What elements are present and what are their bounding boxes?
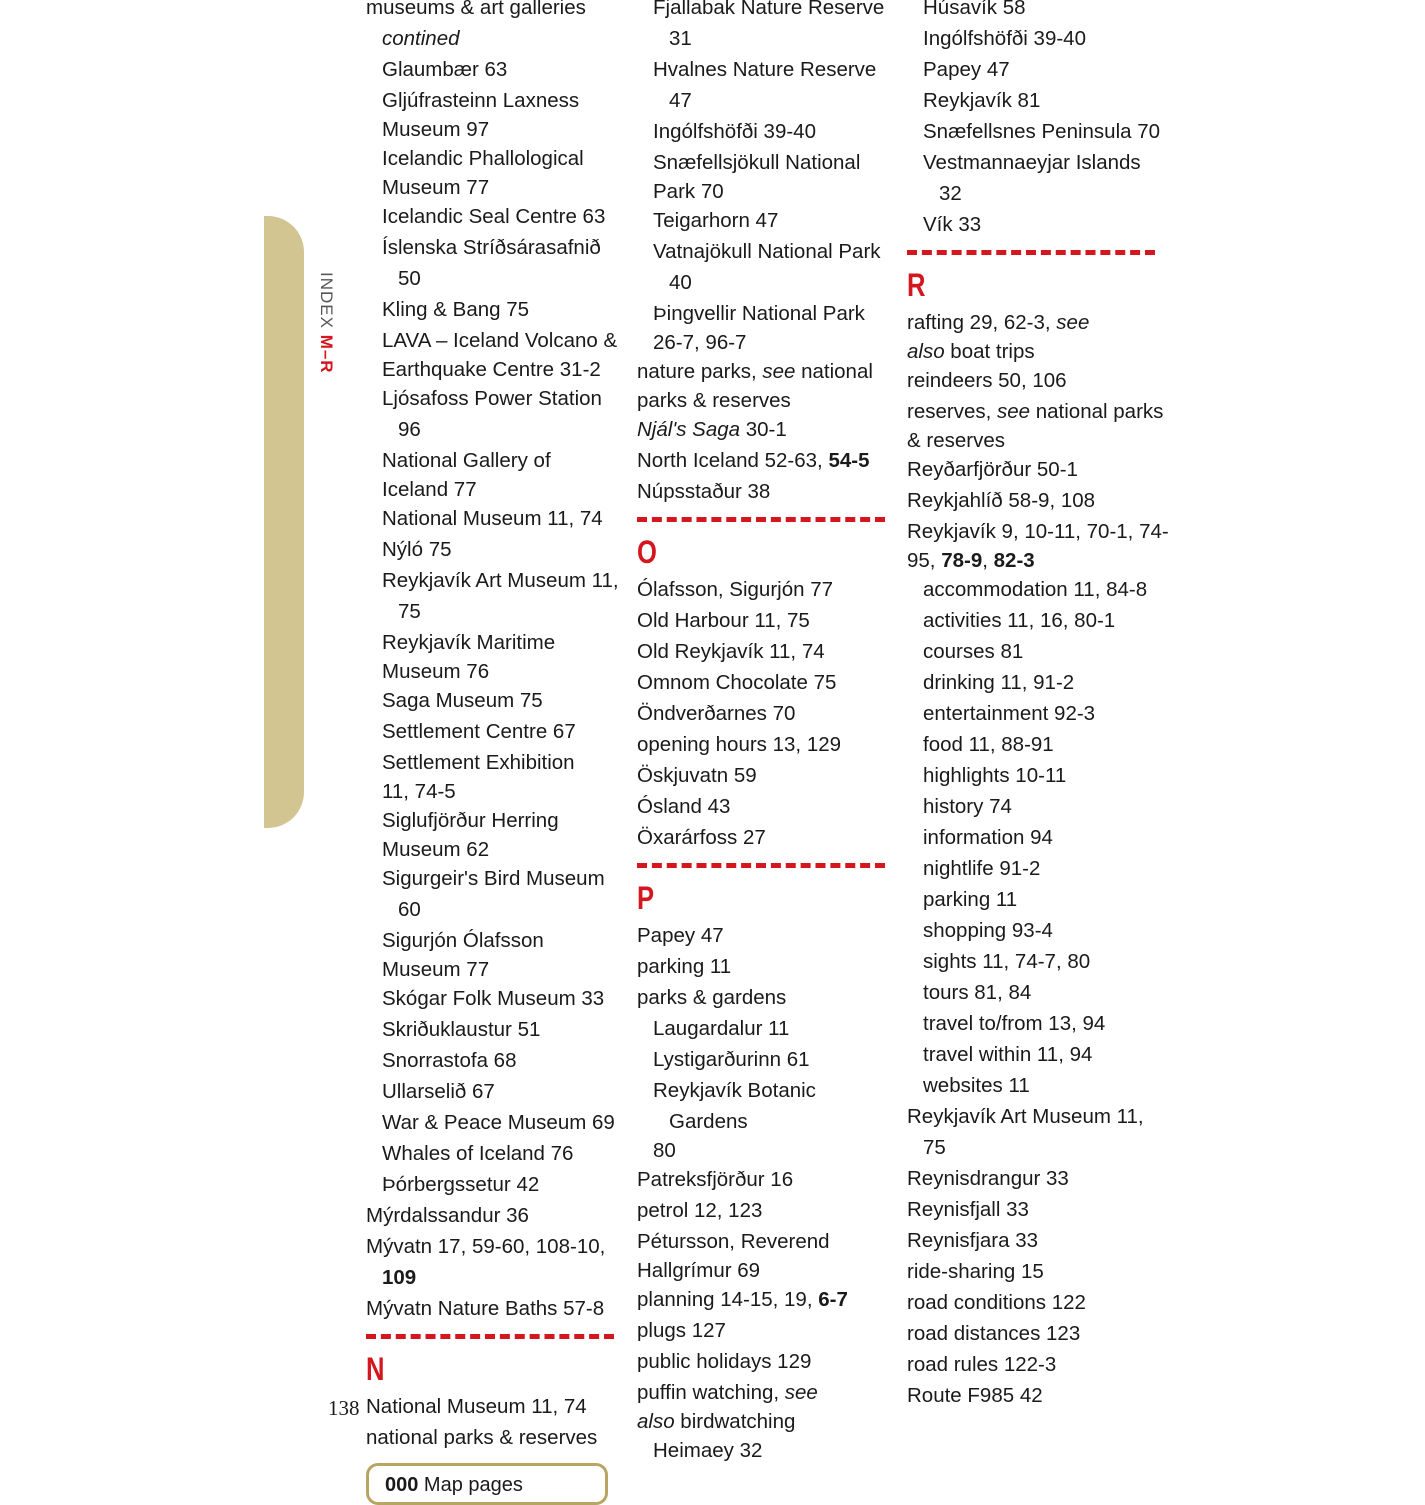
index-entry [907, 1163, 1169, 1194]
index-entry [907, 307, 1169, 365]
index-entry [907, 454, 1169, 485]
entry-text: National Museum 11, 74 [382, 507, 603, 530]
index-subentry [366, 54, 624, 85]
index-subentry [366, 1076, 624, 1107]
entry-see: see [762, 360, 796, 383]
index-subentry [637, 0, 899, 54]
entry-text: planning 14-15, 19, [637, 1288, 819, 1311]
entry-continuation-text: 95, [907, 549, 942, 572]
entry-see-also: also [637, 1410, 675, 1433]
index-entry [907, 516, 1169, 574]
entry-text-after: national parks [1030, 400, 1164, 423]
index-subentry [366, 232, 624, 294]
entry-text: Route F985 42 [907, 1384, 1043, 1407]
entry-text: Settlement Exhibition [382, 751, 575, 774]
entry-continuation-text: & reserves [907, 429, 1005, 452]
entry-text: food 11, 88-91 [923, 733, 1054, 756]
index-column-3 [907, 0, 1169, 1411]
index-subentry [907, 946, 1169, 977]
entry-text: Heimaey 32 [653, 1439, 763, 1462]
entry-text: Reykjavík Maritime [382, 631, 556, 654]
index-entry [637, 920, 899, 951]
entry-continuation-text: Museum 77 [382, 176, 490, 199]
index-subentry [366, 143, 624, 201]
index-subentry [907, 915, 1169, 946]
entry-continuation [382, 476, 624, 503]
section-divider [637, 517, 885, 522]
entry-text: Ingólfshöfði 39-40 [923, 27, 1086, 50]
index-subentry [366, 1014, 624, 1045]
entry-text-after: national [795, 360, 873, 383]
entry-text-after: 30-1 [740, 418, 787, 441]
index-subentry [907, 23, 1169, 54]
index-subentry [907, 977, 1169, 1008]
index-entry [907, 365, 1169, 396]
entry-text: Old Reykjavík 11, 74 [637, 640, 825, 663]
index-entry [637, 760, 899, 791]
map-pages-legend-text: Map pages [418, 1474, 523, 1496]
entry-text: Ósland 43 [637, 795, 731, 818]
entry-text: courses 81 [923, 640, 1024, 663]
index-subentry [907, 729, 1169, 760]
index-subentry [637, 298, 899, 356]
index-entry [907, 1349, 1169, 1380]
entry-continuation [382, 956, 624, 983]
index-entry [637, 605, 899, 636]
section-letter-p: P [637, 880, 655, 916]
entry-text: Vatnajökull National Park 40 [653, 240, 881, 294]
index-subentry [637, 1435, 899, 1466]
entry-text: Ljósafoss Power Station 96 [382, 387, 602, 441]
index-subentry [637, 1044, 899, 1075]
entry-text: Snæfellsjökull National [653, 151, 861, 174]
entry-text: Reykjavík Botanic Gardens [653, 1079, 816, 1133]
entry-text: Reykjavík 81 [923, 89, 1041, 112]
index-subentry [366, 627, 624, 685]
entry-text: Ólafsson, Sigurjón 77 [637, 578, 834, 601]
index-entry [637, 476, 899, 507]
index-subentry [907, 822, 1169, 853]
index-subentry [366, 1169, 624, 1200]
index-entry [637, 1346, 899, 1377]
index-subentry [366, 23, 624, 54]
entry-text: museums & art galleries [366, 0, 586, 19]
index-entry [907, 1287, 1169, 1318]
index-subentry [907, 574, 1169, 605]
index-subentry [907, 1070, 1169, 1101]
map-pages-legend [366, 1463, 608, 1505]
entry-text: Skógar Folk Museum 33 [382, 987, 605, 1010]
entry-continuation-text: boat trips [944, 340, 1035, 363]
entry-continuation-text: 80 [653, 1139, 676, 1162]
entry-continuation [382, 836, 624, 863]
entry-continuation-text: Iceland 77 [382, 478, 477, 501]
entry-text: sights 11, 74-7, 80 [923, 950, 1091, 973]
entry-text: Íslenska Stríðsárasafnið 50 [382, 236, 601, 290]
index-subentry [907, 147, 1169, 209]
entry-text: Skriðuklaustur 51 [382, 1018, 541, 1041]
index-entry [907, 485, 1169, 516]
entry-text: Vestmannaeyjar Islands 32 [923, 151, 1141, 205]
entry-continuation [907, 338, 1169, 365]
entry-text: Reykjavík Art Museum 11, 75 [382, 569, 619, 623]
entry-continuation-text: Museum 77 [382, 958, 490, 981]
section-letter-o: O [637, 534, 657, 570]
entry-continuation-text: Hallgrímur 69 [637, 1259, 761, 1282]
entry-text: Núpsstaður 38 [637, 480, 771, 503]
entry-text: road distances 123 [907, 1322, 1081, 1345]
section-letter-r: R [907, 267, 926, 303]
entry-text: Icelandic Seal Centre 63 [382, 205, 606, 228]
index-column-2 [637, 0, 899, 1466]
entry-bold-page: 109 [382, 1266, 417, 1289]
entry-text: National Gallery of [382, 449, 551, 472]
index-subentry [907, 54, 1169, 85]
index-tab-prefix: INDEX [317, 272, 336, 335]
entry-text: reindeers 50, 106 [907, 369, 1067, 392]
index-entry [637, 1284, 899, 1315]
entry-text: Kling & Bang 75 [382, 298, 530, 321]
index-entry [637, 574, 899, 605]
index-subentry [907, 760, 1169, 791]
entry-text: Öskjuvatn 59 [637, 764, 757, 787]
index-subentry [907, 791, 1169, 822]
entry-text: rafting 29, 62-3, [907, 311, 1057, 334]
entry-bold-page: 54-5 [828, 449, 870, 472]
entry-text: Fjallabak Nature Reserve 31 [653, 0, 885, 50]
entry-continuation [382, 356, 624, 383]
index-entry [366, 1293, 624, 1324]
entry-text: Nýló 75 [382, 538, 452, 561]
index-subentry [366, 1045, 624, 1076]
entry-text: Gljúfrasteinn Laxness [382, 89, 580, 112]
index-entry [637, 1315, 899, 1346]
index-entry [366, 0, 624, 23]
entry-text: Snæfellsnes Peninsula 70 [923, 120, 1161, 143]
entry-text: accommodation 11, 84-8 [923, 578, 1148, 601]
entry-see: see [997, 400, 1031, 423]
index-entry [907, 1101, 1169, 1163]
index-subentry [366, 983, 624, 1014]
index-subentry [907, 667, 1169, 698]
entry-text: reserves, [907, 400, 997, 423]
entry-text: Þingvellir National Park [653, 302, 865, 325]
index-subentry [907, 85, 1169, 116]
index-subentry [366, 1138, 624, 1169]
index-subentry [907, 698, 1169, 729]
entry-text: nature parks, [637, 360, 763, 383]
entry-continuation-text: Museum 76 [382, 660, 490, 683]
entry-text: websites 11 [923, 1074, 1030, 1097]
index-subentry [907, 0, 1169, 23]
entry-text: Reykjavík Art Museum 11, 75 [907, 1105, 1144, 1159]
index-subentry [366, 747, 624, 805]
index-entry [637, 1195, 899, 1226]
index-subentry [907, 1039, 1169, 1070]
entry-separator: , [982, 549, 994, 572]
entry-bold-page: 82-3 [993, 549, 1035, 572]
entry-text: National Museum 11, 74 [366, 1395, 587, 1418]
entry-text: road conditions 122 [907, 1291, 1086, 1314]
entry-text: Ingólfshöfði 39-40 [653, 120, 816, 143]
index-subentry [366, 383, 624, 445]
index-subentry [637, 205, 899, 236]
entry-continuation [382, 174, 624, 201]
index-entry [637, 822, 899, 853]
entry-continuation-text: birdwatching [674, 1410, 796, 1433]
section-divider [637, 863, 885, 868]
index-entry [637, 1226, 899, 1284]
index-entry [637, 698, 899, 729]
entry-text: Mýrdalssandur 36 [366, 1204, 529, 1227]
entry-continuation [637, 1408, 899, 1435]
index-subentry [366, 1107, 624, 1138]
entry-continuation [637, 387, 899, 414]
entry-text: Vík 33 [923, 213, 982, 236]
entry-text: Glaumbær 63 [382, 58, 508, 81]
entry-see: see [1056, 311, 1090, 334]
entry-text: Reyðarfjörður 50-1 [907, 458, 1078, 481]
index-entry [637, 667, 899, 698]
entry-text: Reynisfjall 33 [907, 1198, 1029, 1221]
index-subentry [366, 805, 624, 863]
entry-text: travel to/from 13, 94 [923, 1012, 1106, 1035]
entry-text: parks & gardens [637, 986, 787, 1009]
section-letter-n: N [366, 1351, 385, 1387]
index-entry [907, 1380, 1169, 1411]
entry-text: shopping 93-4 [923, 919, 1053, 942]
entry-continuation [653, 329, 899, 356]
entry-text: Patreksfjörður 16 [637, 1168, 794, 1191]
entry-text: entertainment 92-3 [923, 702, 1096, 725]
entry-text: Papey 47 [637, 924, 724, 947]
index-entry [907, 396, 1169, 454]
entry-text: Saga Museum 75 [382, 689, 543, 712]
index-subentry [637, 1013, 899, 1044]
entry-continuation-text: Earthquake Centre 31-2 [382, 358, 601, 381]
index-subentry [366, 863, 624, 925]
entry-text: Papey 47 [923, 58, 1010, 81]
index-entry [907, 1256, 1169, 1287]
entry-text: Sigurjón Ólafsson [382, 929, 544, 952]
index-subentry [907, 884, 1169, 915]
index-subentry [366, 925, 624, 983]
entry-continuation-text: Museum 97 [382, 118, 490, 141]
entry-text: Öndverðarnes 70 [637, 702, 796, 725]
entry-continuation [653, 1137, 899, 1164]
index-entry [907, 1194, 1169, 1225]
entry-text: Reynisdrangur 33 [907, 1167, 1069, 1190]
index-entry [637, 414, 899, 445]
entry-text: LAVA – Iceland Volcano & [382, 329, 618, 352]
entry-see-also: also [907, 340, 945, 363]
index-subentry [366, 685, 624, 716]
index-subentry [637, 116, 899, 147]
index-subentry [907, 1008, 1169, 1039]
index-subentry [637, 236, 899, 298]
entry-text: Sigurgeir's Bird Museum 60 [382, 867, 605, 921]
entry-continuation-text: 11, 74-5 [382, 780, 456, 803]
entry-continuation [907, 427, 1169, 454]
index-entry [907, 1225, 1169, 1256]
entry-text: Siglufjörður Herring [382, 809, 559, 832]
entry-text: highlights 10-11 [923, 764, 1067, 787]
entry-continuation [382, 778, 624, 805]
entry-text: Lystigarðurinn 61 [653, 1048, 810, 1071]
entry-text: Reynisfjara 33 [907, 1229, 1039, 1252]
entry-text: nightlife 91-2 [923, 857, 1041, 880]
index-subentry [366, 503, 624, 534]
entry-continuation-text: Park 70 [653, 180, 724, 203]
entry-text: Pétursson, Reverend [637, 1230, 830, 1253]
entry-continuation [382, 116, 624, 143]
entry-text: North Iceland 52-63, [637, 449, 829, 472]
index-entry [637, 445, 899, 476]
index-entry [366, 1200, 624, 1231]
map-pages-legend-number: 000 [385, 1474, 419, 1496]
index-subentry [907, 209, 1169, 240]
index-entry [637, 982, 899, 1013]
entry-text: petrol 12, 123 [637, 1199, 763, 1222]
entry-continuation [653, 178, 899, 205]
index-entry [637, 1164, 899, 1195]
entry-text: Icelandic Phallological [382, 147, 584, 170]
entry-text: Old Harbour 11, 75 [637, 609, 810, 632]
entry-continuation-text: Museum 62 [382, 838, 490, 861]
index-subentry [366, 325, 624, 383]
index-entry [637, 791, 899, 822]
index-subentry [637, 1075, 899, 1164]
index-entry [637, 356, 899, 414]
index-tab-label [316, 272, 336, 374]
entry-continuation [907, 547, 1169, 574]
entry-text: information 94 [923, 826, 1053, 849]
entry-text: Snorrastofa 68 [382, 1049, 517, 1072]
entry-text: Hvalnes Nature Reserve 47 [653, 58, 877, 112]
entry-text: Laugardalur 11 [653, 1017, 790, 1040]
index-entry [366, 1422, 624, 1453]
entry-text: Settlement Centre 67 [382, 720, 576, 743]
entry-text: Ullarselið 67 [382, 1080, 495, 1103]
entry-text: opening hours 13, 129 [637, 733, 842, 756]
index-subentry [366, 716, 624, 747]
index-entry [366, 1391, 624, 1422]
index-entry [637, 729, 899, 760]
index-entry [637, 951, 899, 982]
entry-italic-title: Njál's Saga [637, 418, 741, 441]
entry-text: puffin watching, [637, 1381, 785, 1404]
index-subentry [907, 605, 1169, 636]
entry-text: Mývatn 17, 59-60, 108-10, [366, 1235, 606, 1258]
index-entry [366, 1231, 624, 1293]
entry-text: Mývatn Nature Baths 57-8 [366, 1297, 605, 1320]
index-subentry [907, 853, 1169, 884]
index-side-tab [264, 216, 304, 828]
entry-text: travel within 11, 94 [923, 1043, 1093, 1066]
entry-text: history 74 [923, 795, 1012, 818]
entry-text: Omnom Chocolate 75 [637, 671, 837, 694]
entry-text: parking 11 [923, 888, 1018, 911]
entry-text: drinking 11, 91-2 [923, 671, 1075, 694]
index-entry [907, 1318, 1169, 1349]
entry-continuation [637, 1257, 899, 1284]
index-tab-range: M–R [317, 334, 336, 374]
entry-text: plugs 127 [637, 1319, 726, 1342]
section-divider [907, 250, 1155, 255]
entry-text: tours 81, 84 [923, 981, 1032, 1004]
index-subentry [907, 636, 1169, 667]
entry-continuation-text: parks & reserves [637, 389, 791, 412]
index-subentry [637, 147, 899, 205]
entry-text: ride-sharing 15 [907, 1260, 1044, 1283]
index-subentry [637, 54, 899, 116]
entry-see: see [784, 1381, 818, 1404]
index-entry [637, 1377, 899, 1435]
entry-text: Whales of Iceland 76 [382, 1142, 574, 1165]
entry-continuation [382, 658, 624, 685]
index-subentry [366, 534, 624, 565]
entry-text: Húsavík 58 [923, 0, 1026, 19]
entry-italic-text: contined [382, 27, 460, 50]
index-subentry [366, 294, 624, 325]
index-entry [637, 636, 899, 667]
entry-text: Teigarhorn 47 [653, 209, 779, 232]
entry-text: activities 11, 16, 80-1 [923, 609, 1116, 632]
entry-text: road rules 122-3 [907, 1353, 1057, 1376]
entry-text: Öxarárfoss 27 [637, 826, 766, 849]
entry-text: War & Peace Museum 69 [382, 1111, 615, 1134]
entry-text: public holidays 129 [637, 1350, 812, 1373]
entry-continuation-text: 26-7, 96-7 [653, 331, 747, 354]
section-divider [366, 1334, 614, 1339]
entry-text: parking 11 [637, 955, 732, 978]
entry-bold-page: 78-9 [941, 549, 983, 572]
entry-text: national parks & reserves [366, 1426, 598, 1449]
index-subentry [907, 116, 1169, 147]
index-subentry [366, 85, 624, 143]
index-subentry [366, 565, 624, 627]
index-subentry [366, 201, 624, 232]
index-column-1 [366, 0, 624, 1505]
entry-text: Reykjahlíð 58-9, 108 [907, 489, 1096, 512]
page-number: 138 [328, 1396, 360, 1420]
entry-bold-page: 6-7 [818, 1288, 848, 1311]
index-subentry [366, 445, 624, 503]
entry-text: Þórbergssetur 42 [382, 1173, 540, 1196]
entry-text: Reykjavík 9, 10-11, 70-1, 74- [907, 520, 1169, 543]
